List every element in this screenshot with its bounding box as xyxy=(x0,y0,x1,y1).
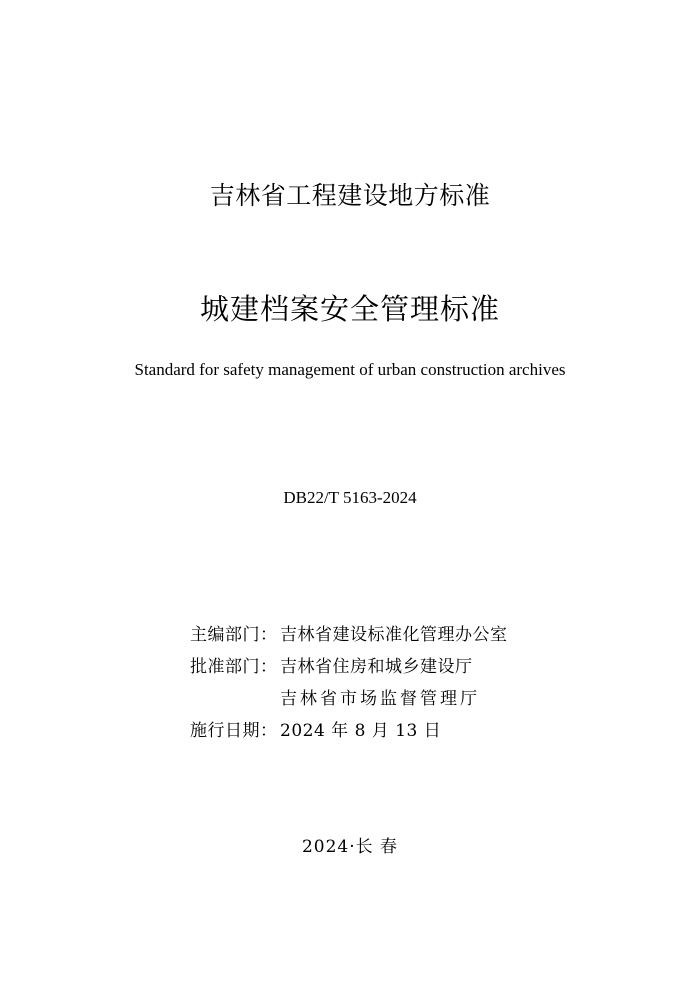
approver-value-2: 吉林省市场监督管理厅 xyxy=(280,689,480,709)
approver-row-2 xyxy=(190,686,508,718)
date-row xyxy=(190,718,508,750)
metadata-block xyxy=(190,622,508,750)
label-separator: ： xyxy=(260,721,278,741)
approver-row xyxy=(190,654,508,686)
editor-row xyxy=(190,622,508,654)
main-title: 城建档案安全管理标准 xyxy=(199,292,500,326)
date-label xyxy=(190,718,280,750)
date-label-text: 施行日期 xyxy=(190,721,260,741)
approver-label xyxy=(190,654,280,686)
label-separator: ： xyxy=(260,625,278,645)
approver-value-1: 吉林省住房和城乡建设厅 xyxy=(280,657,473,677)
editor-label xyxy=(190,622,280,654)
label-separator: ： xyxy=(260,657,278,677)
editor-label-text: 主编部门 xyxy=(190,625,260,645)
standard-code: DB22/T 5163-2024 xyxy=(283,488,417,507)
english-title: Standard for safety management of urban construction archives xyxy=(134,360,566,379)
series-title: 吉林省工程建设地方标准 xyxy=(209,181,491,210)
date-value: 2024 年 8 月 13 日 xyxy=(280,721,442,741)
editor-value: 吉林省建设标准化管理办公室 xyxy=(280,625,508,645)
publication-place-year: 2024·长 春 xyxy=(301,837,399,857)
approver-label-text: 批准部门 xyxy=(190,657,260,677)
